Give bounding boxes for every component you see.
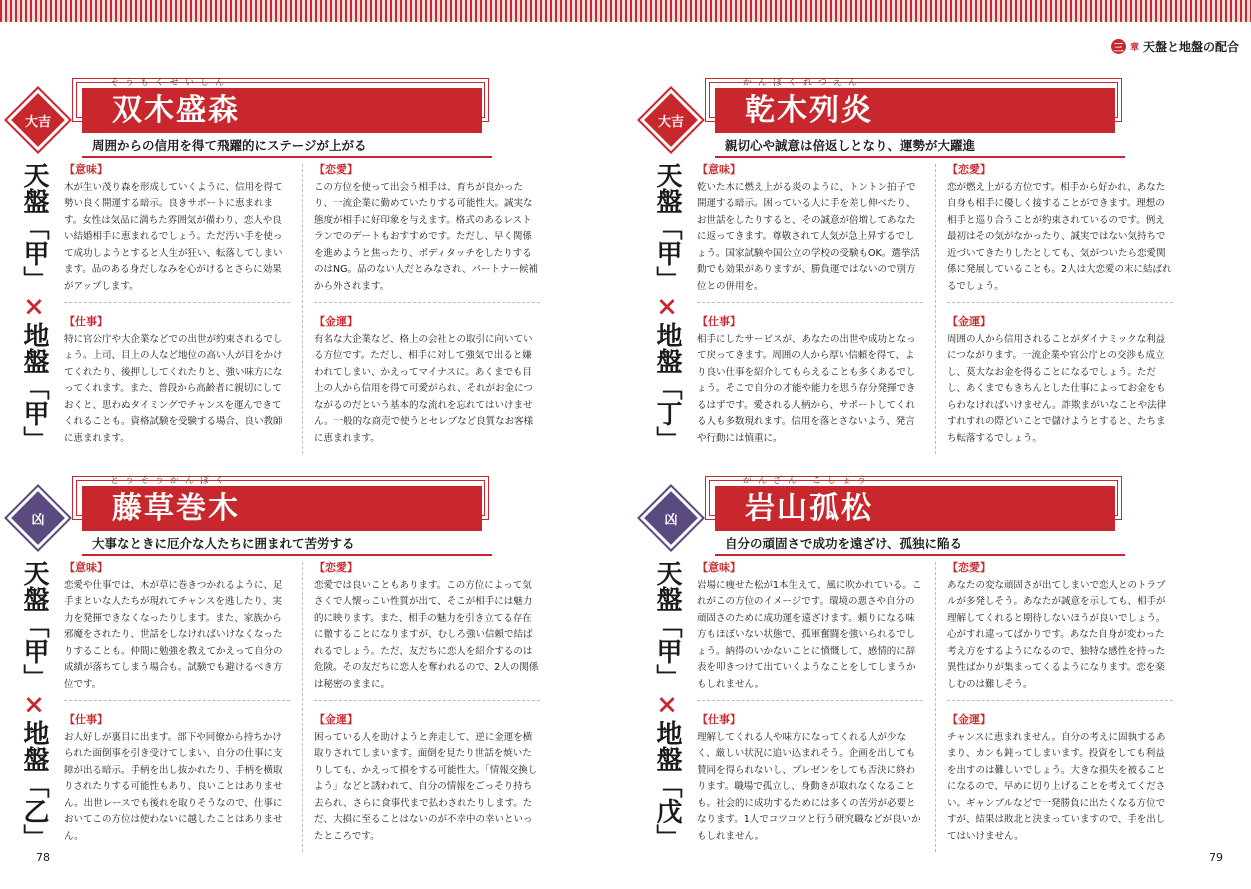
meaning-block [64,162,290,295]
combination-label [14,560,54,850]
money-text: 周囲の人から信用されることがダイナミックな利益につながります。一流企業や官公庁との交渉も成立し、莫大なお金を得ることになるでしょう。ただし、あくまでもきちんとした仕事によってお金をもらわなければいけません。詐欺まがいなことや法律すれすれの際どいことで儲けようとすると、たちまち転落するでしょう。 [947,333,1167,444]
section-kanboku-retsuen [633,70,1172,455]
page-number-left: 78 [36,851,50,864]
section-subtitle: 自分の頑固さで成功を遠ざけ、孤独に陥る [715,534,1125,556]
work-text: 特に官公庁や大企業などでの出世が約束されるでしょう。上司、目上の人など地位の高い人が目をかけてくれたり、後押ししてくれたりと、強い味方になってくれます。また、普段から高齢者に親切にしておくと、思わぬタイミングでチャンスを運んできてくれることも。資格試験を受験する場合、良い教師に恵まれます。 [64,333,283,444]
love-block [947,162,1173,295]
money-heading: 【金運】 [314,315,358,328]
work-text: お人好しが裏目に出ます。部下や同僚から持ちかけられた面倒事を引き受けてしまい、自分の仕事に支障が出る暗示。手柄を出し抜かれたり、手柄を横取りされたりする可能性もあり、良いことはありません。出世レースでも後れを取りそうなので、仕事においてこの方位は使わないに越したことはありません。 [64,731,283,842]
fortune-badge: 大吉 [24,114,51,130]
tenban-label: 天盤「甲」 [19,560,49,690]
section-soumoku-seishin [0,70,539,455]
column-divider [302,164,303,454]
love-block [314,560,540,693]
love-heading: 【恋愛】 [947,163,991,176]
work-heading: 【仕事】 [64,713,108,726]
money-heading: 【金運】 [947,713,991,726]
fortune-badge: 大吉 [657,114,684,130]
work-block [64,314,290,447]
top-stripe-border [0,0,1251,22]
love-heading: 【恋愛】 [947,561,991,574]
money-block [947,712,1173,845]
title-ruby: がんざん こしょう [743,476,872,486]
divider [947,302,1173,303]
love-heading: 【恋愛】 [314,163,358,176]
section-title: 乾木列炎 [715,88,1115,133]
love-heading: 【恋愛】 [314,561,358,574]
chiban-label: 地盤「丁」 [652,322,682,452]
combination-label [647,560,687,850]
meaning-text: 恋愛や仕事では、木が草に巻きつかれるように、足手まといな人たちが現れてチャンスを逃したり、実力を発揮できなくなったりします。また、家族から邪魔をされたり、世話をしなければいけなくなったりすることも。仲間に勉強を教えてかえって自分の成績が落ちてしまう場合も。試験でも避けるべき方位です。 [64,579,283,690]
work-heading: 【仕事】 [64,315,108,328]
section-title: 藤草巻木 [82,486,482,531]
money-block [314,712,540,845]
work-heading: 【仕事】 [697,315,741,328]
title-ruby: そうもくせいしん [110,78,231,88]
money-text: 有名な大企業など、格上の会社との取引に向いている方位です。ただし、相手に対して強気で出ると嫌われてしまい、かえってマイナスに。あくまでも目上の人から信用を得て可愛がられ、それがお金につながるのだという基本的な流れを忘れてはいけません。一般的な商売で使うとセレブなど良質なお客様に恵まれます。 [314,333,534,444]
meaning-heading: 【意味】 [64,561,108,574]
chiban-label: 地盤「甲」 [19,322,49,452]
money-heading: 【金運】 [314,713,358,726]
meaning-heading: 【意味】 [64,163,108,176]
section-title: 岩山孤松 [715,486,1115,531]
love-block [314,162,540,295]
divider [314,302,540,303]
work-block [64,712,290,845]
meaning-block [697,560,923,693]
meaning-block [697,162,923,295]
love-text: 恋が燃え上がる方位です。相手から好かれ、あなた自身も相手に優しく接することができます。理想の相手と巡り合うことが約束されているのです。例え最初はその気がなかったり、誠実ではない気持ちで近づいてきたりしたとしても、気がついたら恋愛関係に発展していることも。2人は大恋愛の末に結ばれるでしょう。 [947,181,1172,292]
divider [697,700,923,701]
section-tousou-kanboku [0,468,539,853]
chiban-label: 地盤「乙」 [19,720,49,850]
fortune-badge: 凶 [664,512,678,528]
page-number-right: 79 [1209,851,1223,864]
divider [64,302,290,303]
divider [64,700,290,701]
money-text: 困っている人を助けようと奔走して、逆に金運を横取りされてしまいます。面倒を見たり世話を焼いたりしても、かえって損をする可能性大。「情報交換しよう」などと誘われて、自分の情報をごっそり持ち去られ、さらに食事代まで払わされたりします。ただ、大損に至ることはないのが不幸中の幸いといったところです。 [314,731,538,842]
tenban-label: 天盤「甲」 [652,560,682,690]
combination-label [14,162,54,452]
chiban-label: 地盤「戊」 [652,720,682,850]
meaning-heading: 【意味】 [697,163,741,176]
tenban-label: 天盤「甲」 [652,162,682,292]
column-divider [935,164,936,454]
section-subtitle: 周囲からの信用を得て飛躍的にステージが上がる [82,136,492,158]
tenban-label: 天盤「甲」 [19,162,49,292]
section-ganzan-koshou [633,468,1166,853]
love-block [947,560,1173,693]
cross-icon: × [652,292,682,322]
column-divider [302,562,303,852]
meaning-text: 岩場に痩せた松が1本生えて、風に吹かれている。これがこの方位のイメージです。環境の悪さや自分の頑固さのために成功運を遠ざけます。頼りになる味方もほぼいない状態で、孤軍奮闘を強いられるでしょう。納得のいかないことに憤慨して、感情的に辞表を叩きつけて出ていくようなことをしてしまうかもしれません。 [697,579,922,690]
work-text: 理解してくれる人や味方になってくれる人が少なく、厳しい状況に追い込まれそう。企画を出しても賛同を得られないし、プレゼンをしても否決に終わります。職場で孤立し、身動きが取れなくなることも。社会的に成功するためには多くの苦労が必要となります。1人でコツコツと行う研究職などが良いかもしれません。 [697,731,921,842]
meaning-heading: 【意味】 [697,561,741,574]
work-block [697,712,923,845]
meaning-text: 乾いた木に燃え上がる炎のように、トントン拍子で開運する暗示。困っている人に手を差し伸べたり、お世話をしたりすると、その誠意が倍増してあなたに返ってきます。尊敬されて人気が急上昇するでしょう。国家試験や国公立の学校の受験もOK。選挙活動でも効果がありますが、勝負運ではないので別方位との併用を。 [697,181,920,292]
chapter-number-badge: 三 [1111,39,1126,54]
section-subtitle: 大事なときに厄介な人たちに囲まれて苦労する [82,534,492,556]
fortune-badge: 凶 [31,512,45,528]
section-title: 双木盛森 [82,88,482,133]
love-text: この方位を使って出会う相手は、育ちが良かったり、一流企業に勤めていたりする可能性大。誠実な態度が相手に好印象を与えます。格式のあるレストランでのデートもおすすめです。ただし、早く関係を進めようと焦ったり、ボディタッチをしたりするのはNG。品のない人だとみなされ、パートナー候補から外されます。 [314,181,539,292]
section-subtitle: 親切心や誠意は倍返しとなり、運勢が大躍進 [715,136,1125,158]
title-ruby: かんぼくれつえん [743,78,863,88]
work-text: 相手にしたサービスが、あなたの出世や成功となって戻ってきます。周囲の人から厚い信頼を得て、より良い仕事を紹介してもらえることも多くあるでしょう。そこで自分の才能や能力を思う存分発揮できるはずです。愛される人柄から、サポートしてくれる人も多数現れます。信用を落とさないよう、発言や行動には慎重に。 [697,333,916,444]
divider [314,700,540,701]
cross-icon: × [19,690,49,720]
column-divider [935,562,936,852]
chapter-title: 天盤と地盤の配合 [1142,40,1239,54]
meaning-block [64,560,290,693]
cross-icon: × [652,690,682,720]
chapter-suffix: 章 [1129,43,1139,53]
combination-label [647,162,687,452]
cross-icon: × [19,292,49,322]
title-ruby: とうそうかんぼく [110,476,231,486]
work-block [697,314,923,447]
money-heading: 【金運】 [947,315,991,328]
love-text: あなたの変な頑固さが出てしまいで恋人とのトラブルが多発しそう。あなたが誠意を示しても、相手が理解してくれると期待しないほうが良いでしょう。心がすれ違ってばかりです。あなた自身が変わった考え方をするようになるので、独特な感性を持った異性ばかりが集まってくるようになります。恋を楽しむのは難しそう。 [947,579,1166,690]
chapter-header [1111,38,1239,55]
divider [697,302,923,303]
love-text: 恋愛では良いこともあります。この方位によって気さくで人懐っこい性質が出て、そこが相手には魅力的に映ります。また、相手の魅力を引き立てる存在に徹することになりますが、むしろ強い信頼で結ばれるでしょう。ただ、友だちに恋人を紹介するのは危険。その友だちに恋人を奪われるので、2人の関係は秘密のままに。 [314,579,539,690]
meaning-text: 木が生い茂り森を形成していくように、信用を得て勢い良く開運する暗示。良きサポートに恵まれます。女性は気品に満ちた雰囲気が備わり、恋人や良い結婚相手に恵まれるでしょう。ただ汚い手を使って成功しようとすると人生が狂い、転落してしまいます。品のある身だしなみを心がけるとさらに効果がアップします。 [64,181,283,292]
work-heading: 【仕事】 [697,713,741,726]
money-text: チャンスに恵まれません。自分の考えに固執するあまり、カンも鈍ってしまいます。投資をしても利益を出すのは難しいでしょう。大きな損失を被ることになるので、早めに切り上げることを考えてください。ギャンブルなどで一発勝負に出たくなる方位ですが、結果は敗北と決まっていますので、手を出してはいけません。 [947,731,1166,842]
money-block [314,314,540,447]
money-block [947,314,1173,447]
divider [947,700,1173,701]
